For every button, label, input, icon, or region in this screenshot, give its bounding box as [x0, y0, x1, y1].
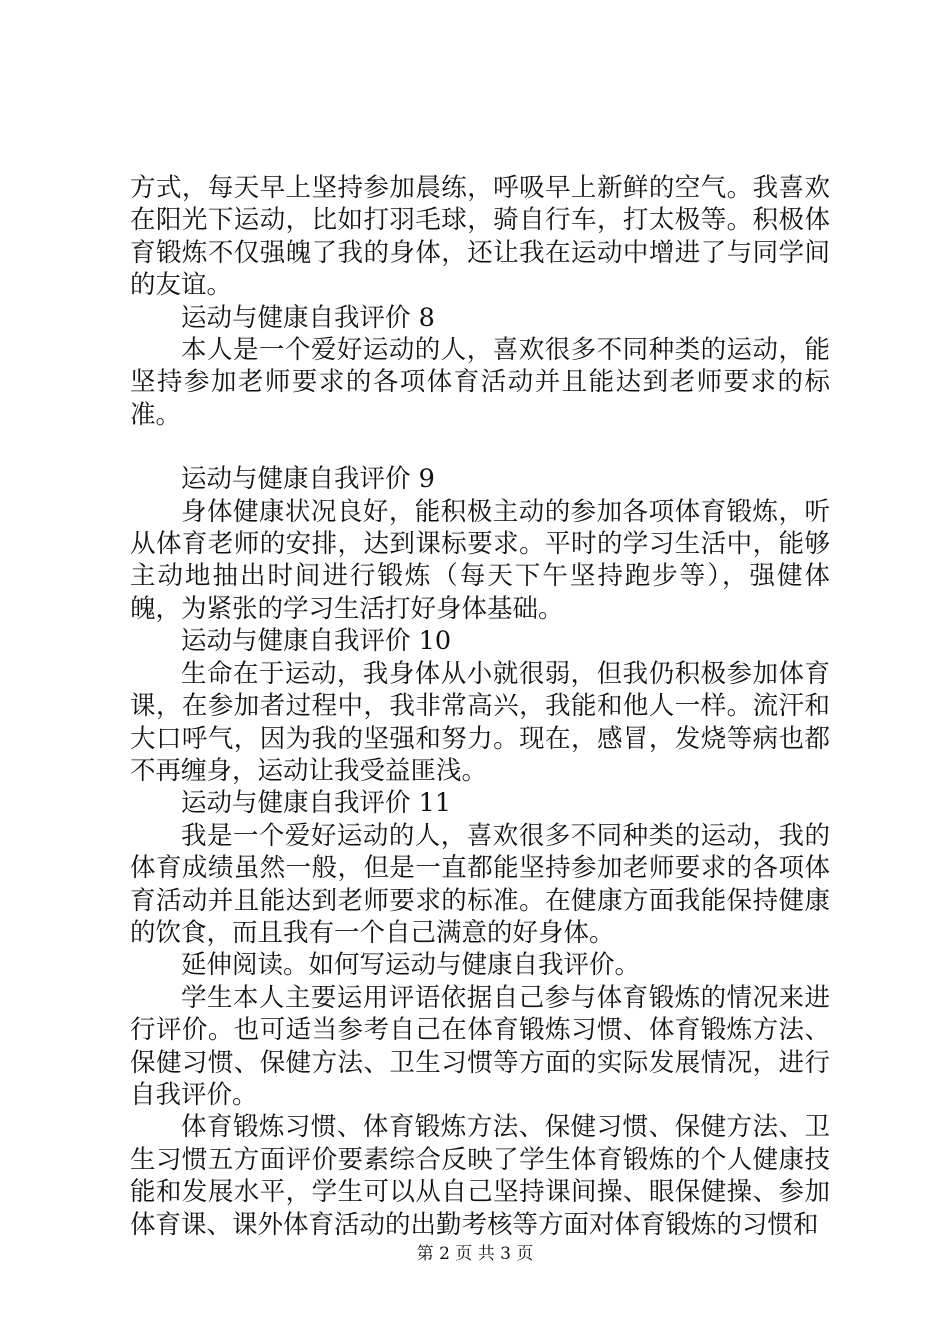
page-number-footer: 第 2 页 共 3 页: [416, 1244, 534, 1264]
section-heading-10: 运动与健康自我评价 10: [181, 626, 452, 657]
paragraph-extended-2: 体育锻炼习惯、体育锻炼方法、保健习惯、保健方法、卫生习惯五方面评价要素综合反映了学生体育锻炼的个人健康技能和发展水平，学生可以从自己坚持课间操、眼保健操、参加体育课、课外体育活动的出勤考核等方面对体育锻炼的习惯和: [130, 1112, 830, 1240]
paragraph-11: 我是一个爱好运动的人，喜欢很多不同种类的运动，我的体育成绩虽然一般，但是一直都能坚持参加老师要求的各项体育活动并且能达到老师要求的标准。在健康方面我能保持健康的饮食，而且我有一个自己满意的好身体。: [130, 820, 830, 948]
paragraph-continuation: 方式，每天早上坚持参加晨练，呼吸早上新鲜的空气。我喜欢在阳光下运动，比如打羽毛球，骑自行车，打太极等。积极体育锻炼不仅强魄了我的身体，还让我在运动中增进了与同学间的友谊。: [130, 173, 830, 301]
document-body: [130, 172, 830, 1241]
section-heading-extended-reading: 延伸阅读。如何写运动与健康自我评价。: [181, 950, 641, 981]
paragraph-8: 本人是一个爱好运动的人，喜欢很多不同种类的运动，能坚持参加老师要求的各项体育活动并且能达到老师要求的标准。: [130, 335, 830, 430]
section-heading-9: 运动与健康自我评价 9: [181, 464, 435, 495]
paragraph-extended-1: 学生本人主要运用评语依据自己参与体育锻炼的情况来进行评价。也可适当参考自己在体育锻炼习惯、体育锻炼方法、保健习惯、保健方法、卫生习惯等方面的实际发展情况，进行自我评价。: [130, 982, 830, 1110]
paragraph-9: 身体健康状况良好，能积极主动的参加各项体育锻炼，听从体育老师的安排，达到课标要求。平时的学习生活中，能够主动地抽出时间进行锻炼（每天下午坚持跑步等），强健体魄，为紧张的学习生活打好身体基础。: [130, 496, 830, 624]
section-heading-11: 运动与健康自我评价 11: [181, 788, 452, 819]
section-heading-8: 运动与健康自我评价 8: [181, 302, 435, 333]
paragraph-10: 生命在于运动，我身体从小就很弱，但我仍积极参加体育课，在参加者过程中，我非常高兴，我能和他人一样。流汗和大口呼气，因为我的坚强和努力。现在，感冒，发烧等病也都不再缠身，运动让我受益匪浅。: [130, 658, 830, 786]
